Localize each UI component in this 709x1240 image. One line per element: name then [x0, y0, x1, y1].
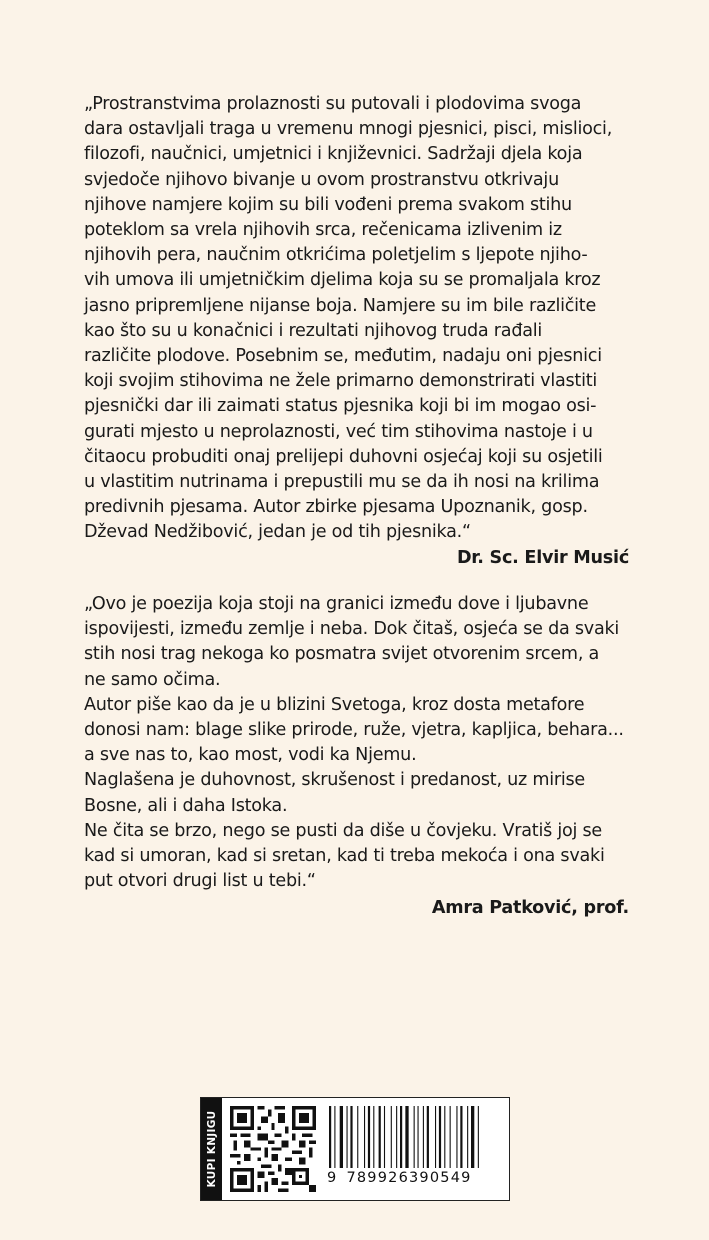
quote-text: „Prostranstvima prolaznosti su putovali i plodovima svoga dara ostavljali traga u vremenu mnogi pjesnici, pisci, mislioci, filozofi, naučnici, umjetnici i književnici. Sadržaji djela koja svjedoče njihovo bivanje u ovom prostranstvu otkrivaju njihove namjere kojim su bili vođeni prema svakom stihu poteklom sa vrela njihovih srca, rečenicama izlivenim iz njihovih pera, naučnim otkrićima poletjelim s ljepote njiho- vih umova ili umjetničkim djelima koja su se promaljala kroz jasno pripremljene nijanse boja. Namjere su im bile različite kao što su u konačnici i rezultati njihovog truda rađali različite plodove. Posebnim se, međutim, nadaju oni pjesnici koji svojim stihovima ne žele primarno demonstrirati vlastiti pjesnički dar ili zaimati status pjesnika koji bi im mogao osi- gurati mjesto u neprolaznosti, već tim stihovima nastoje i u čitaocu probuditi onaj prelijepi duhovni osjećaj koji su osjetili u vlastitim nutrinama i prepustili mu se da ih nosi na krilima predivnih pjesama. Autor zbirke pjesama Upoznanik, gosp. Dževad Nedžibović, jedan je od tih pjesnika.“: [84, 94, 613, 543]
buy-book-label: KUPI KNJIGU: [205, 1110, 218, 1188]
barcode-icon: [327, 1106, 499, 1168]
qr-code-icon: [230, 1106, 316, 1192]
isbn-digits: 789926390549: [346, 1170, 472, 1186]
blurb-quote-1: [84, 92, 629, 571]
quote-author: Amra Patković, prof.: [431, 898, 629, 919]
isbn-number: [327, 1170, 499, 1186]
barcode-panel: [200, 1097, 510, 1201]
blurb-quote-2: [84, 592, 629, 922]
quote-author: Dr. Sc. Elvir Musić: [456, 547, 629, 568]
quote-text: „Ovo je poezija koja stoji na granici između dove i ljubavne ispovijesti, između zemlje i neba. Dok čitaš, osjeća se da svaki stih nosi trag nekoga ko posmatra svijet otvorenim srcem, a ne samo očima. Autor piše kao da je u blizini Svetoga, kroz dosta metafore donosi nam: blage slike prirode, ruže, vjetra, kapljica, behara... a sve nas to, kao most, vodi ka Njemu. Naglašena je duhovnost, skrušenost i predanost, uz mirise Bosne, ali i daha Istoka. Ne čita se brzo, nego se pusti da diše u čovjeku. Vratiš joj se kad si umoran, kad si sretan, kad ti treba mekoća i ona svaki put otvori drugi list u tebi.“: [84, 594, 624, 892]
buy-book-tag: [201, 1098, 222, 1200]
isbn-lead-digit: 9: [327, 1170, 338, 1186]
